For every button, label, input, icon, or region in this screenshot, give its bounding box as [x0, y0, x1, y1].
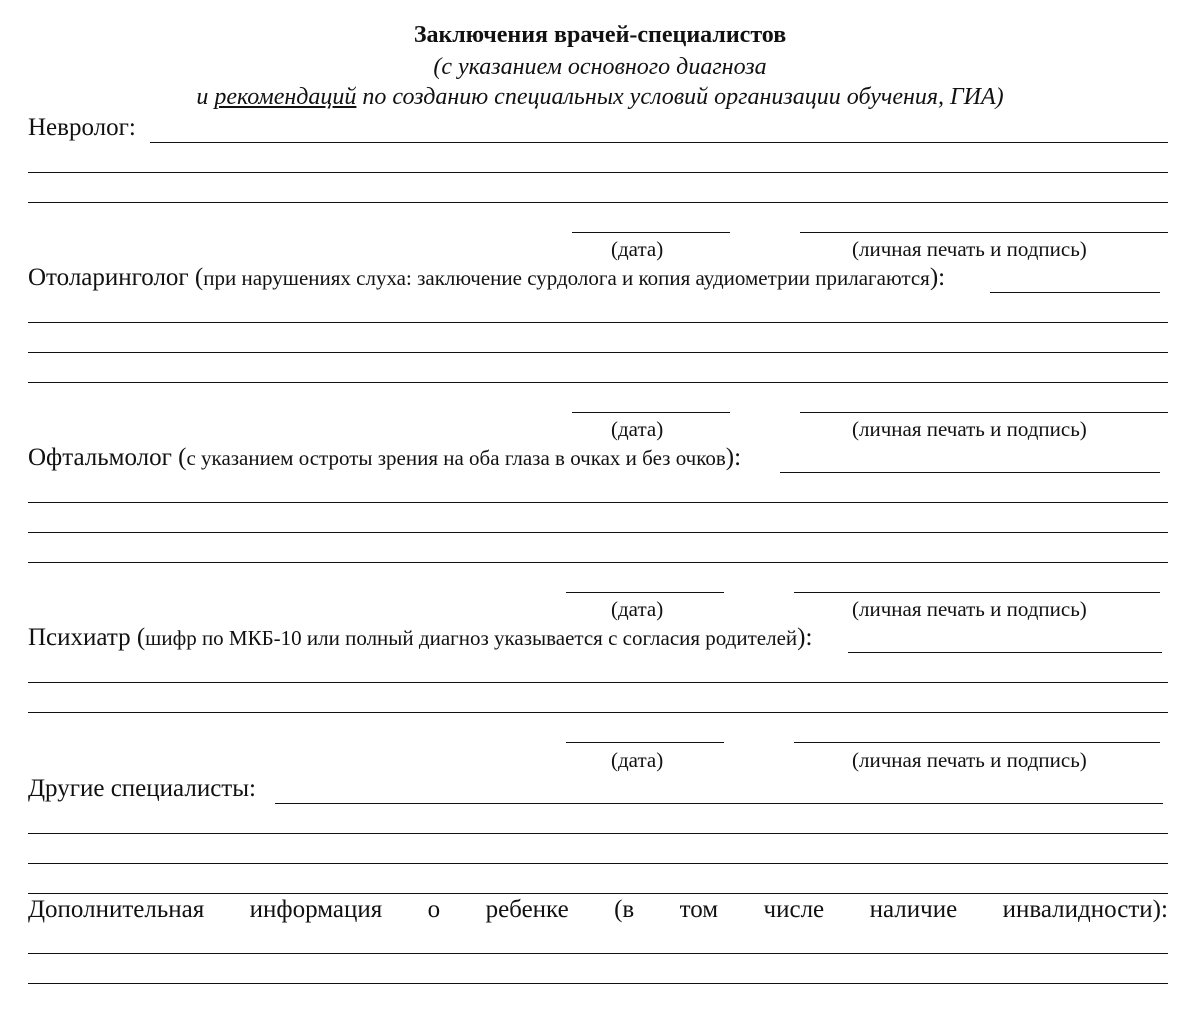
neurologist-answer-line[interactable]	[150, 142, 1168, 143]
form-subtitle-line1: (с указанием основного диагноза	[433, 54, 767, 80]
other-specialists-answer-line[interactable]	[28, 863, 1168, 864]
ophthalmologist-note: с указанием остроты зрения на оба глаза в очках и без очков	[186, 446, 726, 470]
otolaryngologist-note: при нарушениях слуха: заключение сурдолога и копия аудиометрии прилагаются	[203, 266, 930, 290]
other-specialists-answer-line[interactable]	[28, 833, 1168, 834]
other-specialists-label: Другие специалисты:	[28, 775, 256, 802]
psychiatrist-signature-caption: (личная печать и подпись)	[852, 748, 1087, 772]
subtitle-prefix: и	[196, 84, 215, 110]
ophthalmologist-answer-line[interactable]	[28, 502, 1168, 503]
psychiatrist-answer-line[interactable]	[848, 652, 1162, 653]
otolaryngologist-signature-line[interactable]	[800, 412, 1168, 413]
otolaryngologist-date-caption: (дата)	[611, 417, 664, 441]
neurologist-signature-caption: (личная печать и подпись)	[852, 237, 1087, 261]
otolaryngologist-label	[28, 264, 945, 292]
psychiatrist-date-line[interactable]	[566, 742, 724, 743]
otolaryngologist-answer-line[interactable]	[990, 292, 1160, 293]
otolaryngologist-answer-line[interactable]	[28, 382, 1168, 383]
other-specialists-answer-line[interactable]	[28, 893, 1168, 894]
other-specialists-answer-line[interactable]	[275, 803, 1163, 804]
psychiatrist-label-title: Психиатр (	[28, 624, 146, 651]
psychiatrist-label-suffix: ):	[797, 624, 813, 651]
ophthalmologist-signature-line[interactable]	[794, 592, 1160, 593]
otolaryngologist-date-line[interactable]	[572, 412, 730, 413]
additional-info-word: том	[679, 896, 719, 923]
additional-info-word: информация	[249, 896, 383, 923]
ophthalmologist-answer-line[interactable]	[28, 562, 1168, 563]
ophthalmologist-date-line[interactable]	[566, 592, 724, 593]
psychiatrist-answer-line[interactable]	[28, 712, 1168, 713]
additional-info-word: наличие	[869, 896, 958, 923]
psychiatrist-date-caption: (дата)	[611, 748, 664, 772]
additional-info-word: ребенке	[485, 896, 569, 923]
psychiatrist-signature-line[interactable]	[794, 742, 1160, 743]
neurologist-answer-line[interactable]	[28, 202, 1168, 203]
ophthalmologist-answer-line[interactable]	[28, 532, 1168, 533]
otolaryngologist-signature-caption: (личная печать и подпись)	[852, 417, 1087, 441]
neurologist-answer-line[interactable]	[28, 172, 1168, 173]
ophthalmologist-signature-caption: (личная печать и подпись)	[852, 597, 1087, 621]
otolaryngologist-label-title: Отоларинголог (	[28, 264, 204, 291]
psychiatrist-label	[28, 624, 812, 652]
ophthalmologist-date-caption: (дата)	[611, 597, 664, 621]
additional-info-word: (в	[614, 896, 635, 923]
subtitle-suffix: по созданию специальных условий организации обучения, ГИА)	[356, 84, 1004, 110]
form-subtitle-line2	[0, 84, 1200, 111]
ophthalmologist-label-title: Офтальмолог (	[28, 444, 187, 471]
otolaryngologist-label-suffix: ):	[929, 264, 946, 291]
additional-info-answer-line[interactable]	[28, 983, 1168, 984]
additional-info-word: о	[427, 896, 441, 923]
otolaryngologist-answer-line[interactable]	[28, 352, 1168, 353]
otolaryngologist-answer-line[interactable]	[28, 322, 1168, 323]
additional-info-label	[28, 896, 1168, 924]
form-title: Заключения врачей-специалистов	[413, 22, 787, 48]
neurologist-label: Невролог:	[28, 114, 136, 141]
subtitle-underlined-word: рекомендаций	[214, 84, 357, 110]
additional-info-word: числе	[763, 896, 825, 923]
neurologist-date-line[interactable]	[572, 232, 730, 233]
neurologist-date-caption: (дата)	[611, 237, 664, 261]
ophthalmologist-label	[28, 444, 741, 472]
additional-info-word: инвалидности):	[1002, 896, 1168, 923]
psychiatrist-note: шифр по МКБ-10 или полный диагноз указывается с согласия родителей	[145, 626, 798, 650]
neurologist-signature-line[interactable]	[800, 232, 1168, 233]
psychiatrist-answer-line[interactable]	[28, 682, 1168, 683]
ophthalmologist-answer-line[interactable]	[780, 472, 1160, 473]
ophthalmologist-label-suffix: ):	[725, 444, 742, 471]
additional-info-word: Дополнительная	[28, 896, 205, 923]
additional-info-answer-line[interactable]	[28, 953, 1168, 954]
